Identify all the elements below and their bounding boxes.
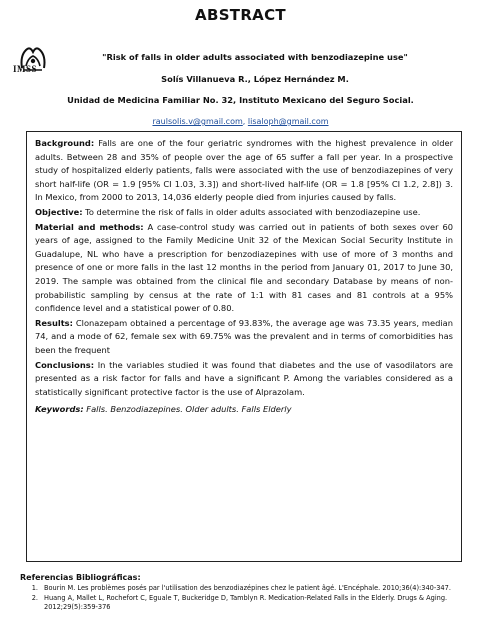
results-text: Clonazepam obtained a percentage of 93.83%, the average age was 73.35 years, median 74, and a mode of 62, female sex with 69.75% was the prevalent and in terms of comorbidities has been the frequent: [35, 317, 453, 355]
objective-text: To determine the risk of falls in older adults associated with benzodiazepine use.: [82, 206, 421, 217]
affiliation: Unidad de Medicina Familiar No. 32, Instituto Mexicano del Seguro Social.: [67, 95, 414, 105]
reference-item: [22, 584, 467, 594]
author-emails: [0, 117, 481, 126]
references-list: [22, 584, 467, 613]
conclusions-text: In the variables studied it was found that diabetes and the use of vasodilators are presented as a risk factor for falls and have a significant P. Among the variables considered as a statistically significant protective factor is the use of Alprazolam.: [35, 359, 453, 397]
methods-paragraph: [35, 221, 453, 316]
paper-title: "Risk of falls in older adults associated with benzodiazepine use": [102, 52, 408, 62]
reference-text: Bourin M. Les problèmes posés par l'utilisation des benzodiazépines chez le patient âgé. L'Encéphale. 2010;36(4):340-347.: [44, 584, 451, 592]
references-heading: Referencias Bibliográficas:: [20, 573, 141, 582]
objective-label: Objective:: [35, 206, 83, 217]
methods-label: Material and methods:: [35, 221, 144, 232]
conclusions-label: Conclusions:: [35, 359, 95, 370]
email-link-2[interactable]: lisaloph@gmail.com: [247, 117, 329, 126]
reference-number: 1.: [31, 584, 38, 592]
keywords-label: Keywords:: [35, 404, 84, 415]
abstract-box: [26, 131, 462, 562]
background-text: Falls are one of the four geriatric syndromes with the highest prevalence in older adults. Between 28 and 35% of people over the age of 65 suffer a fall per year. In a prospective study of hospitalized elderly patients, falls were associated with the use of benzodiazepines of very short half-life (OR = 1.9 [95% CI 1.03, 3.3]) and short-lived half-life (OR = 1.8 [95% CI 1.2, 2.8]) 3. In Mexico, from 2000 to 2013, 14,036 elderly people died from injuries caused by falls.: [35, 138, 453, 203]
results-label: Results:: [35, 317, 73, 328]
reference-number: 2.: [31, 593, 38, 602]
email-separator: ,: [242, 117, 248, 126]
methods-text: A case-control study was carried out in patients of both sexes over 60 years of age, assigned to the Family Medicine Unit 32 of the Mexican Social Security Institute in Guadalupe, NL who have a prescription for benzodiazepines with use of more of 3 months and presence of one or more falls in the last 12 months in the period from January 01, 2017 to June 30, 2019. The sample was obtained from the clinical file and secondary Database by means of non-probabilistic sampling by census at the rate of 1:1 with 81 cases and 81 controls at a 95% confidence level and a statistical power of 0.80.: [35, 221, 453, 314]
conclusions-paragraph: [35, 359, 453, 400]
results-paragraph: [35, 317, 453, 358]
imss-logo-label: IMSS: [13, 64, 38, 74]
background-paragraph: [35, 137, 453, 205]
reference-item: [22, 594, 467, 613]
objective-paragraph: [35, 206, 453, 220]
keywords-text: Falls. Benzodiazepines. Older adults. Falls Elderly: [83, 404, 292, 415]
background-label: Background:: [35, 138, 95, 148]
keywords-paragraph: [35, 403, 453, 417]
email-link-1[interactable]: raulsolis.v@gmail.com: [152, 117, 243, 126]
authors: Solís Villanueva R., López Hernández M.: [161, 74, 349, 84]
page-title: ABSTRACT: [195, 6, 286, 24]
reference-text: Huang A, Mallet L, Rochefort C, Eguale T, Buckeridge D, Tamblyn R. Medication-Related Falls in the Elderly. Drugs & Aging. 2012;29(5):359-376: [44, 593, 448, 611]
